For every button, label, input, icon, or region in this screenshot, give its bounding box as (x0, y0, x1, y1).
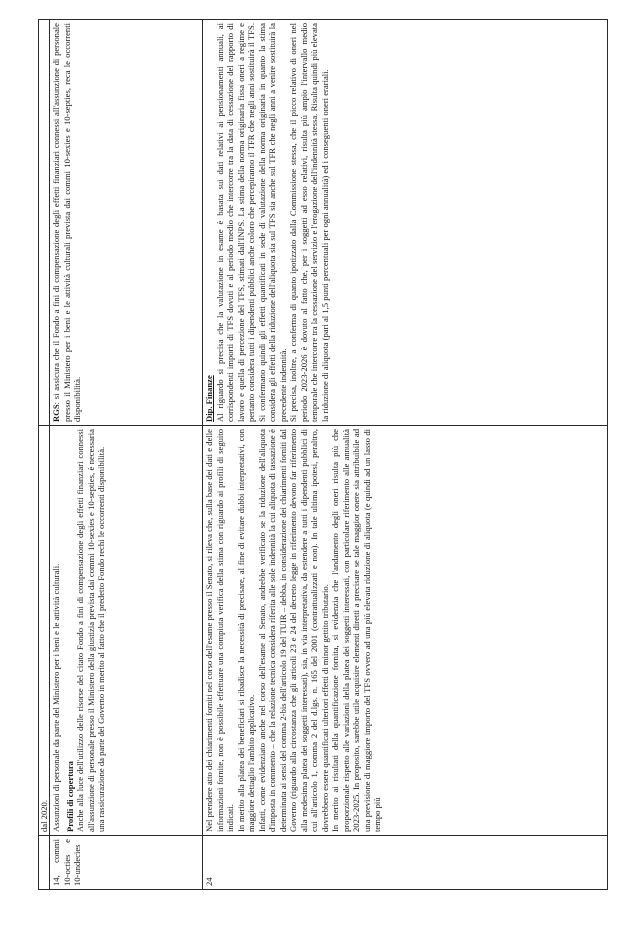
article-reference: 24 (204, 877, 215, 886)
issue-paragraph: Infatti, come evidenziato anche nel corso dell'esame al Senato, andrebbe verificato se la riduzione dell'aliquota d'imposta in commento – che la relazione tecnica considera riferita alle sole indennità la cui aliquota di tassazione è determinata ai sensi del comma 2-bis dell'articolo 19 del TUIR – debba, in considerazione dei chiarimenti forniti dal Governo (riguardo alla circostanza che gli articoli 23 e 24 del decreto legge in riferimento devono far riferimento alla medesima platea dei soggetti interessati), sia, in via interpretativa, da estendere a tutti i dipendenti pubblici di cui all'articolo 1, comma 2 del d.lgs. n. 165 del 2001 (contrattualizzati e non). In tale ultima ipotesi, peraltro, dovrebbero essere quantificati ulteriori effetti di minor gettito tributario. (256, 429, 330, 832)
reference-cell (203, 836, 608, 890)
response-paragraph: Al riguardo si precisa che la valutazione in esame è basata sui dati relativi ai pensionamenti annuali, ai corrispondenti importi di TFS dovuti e al periodo medio che intercorre tra la data di cessazione del rapporto di lavoro e quella di percezione del TFS, stimati dall'INPS. La stima della norma originaria fissa oneri a regime e pertanto considera tutti i dipendenti pubblici anche coloro che percepiranno il TFR che negli anni sostituirà il TFS. Si confermano quindi gli effetti quantificati in sede di valutazione della norma originaria in quanto la stima considera gli effetti della riduzione dell'aliquota sia sul TFS sia anche sul TFR che negli anni a venire sostituirà la precedente indennità. (214, 23, 288, 422)
issue-body: Anche alla luce dell'utilizzo delle risorse del citato Fondo a fini di compensazione degli effetti finanziari connessi all'assunzione di personale presso il Ministero della giustizia prevista dai commi 10-sexies e 10-septies, è necessaria una rassicurazione da parte del Governo in merito al fatto che il predetto Fondo rechi le occorrenti disponibilità. (75, 429, 107, 832)
issue-cell (203, 426, 608, 836)
respondent-label: RGS (51, 404, 62, 422)
article-reference: 14, commi 10-octies e 10-undecies (51, 839, 83, 886)
issue-cell: dal 2020. (39, 426, 50, 836)
response-paragraph: Si precisa, inoltre, a conferma di quanto ipotizzato dalla Commissione stessa, che il picco relativo di oneri nel periodo 2023-2026 è dovuto al fatto che, per i soggetti ad esso relativi, risulta più ampio l'intervallo medio temporale che intercorre tra la cessazione del servizio e l'erogazione dell'indennità stessa. Risulta quindi più elevata la riduzione di aliquota (pari al 1,5 punti percentuali per ogni annualità) ed i conseguenti oneri erariali. (288, 23, 330, 422)
issue-intro: Assunzioni di personale da parte del Ministero per i beni e le attività culturali. (51, 563, 62, 832)
response-text (51, 23, 82, 422)
table-row (50, 20, 203, 890)
response-cell (50, 20, 203, 426)
reference-cell (39, 836, 50, 890)
table-row (203, 20, 608, 890)
response-body: : si assicura che il Fondo a fini di compensazione degli effetti finanziari connessi all'assunzione di personale presso il Ministero per i beni e le attività culturali prevista dai commi 10-sexies e 10-septies, reca le occorrenti disponibilità. (51, 23, 83, 422)
response-cell (39, 20, 50, 426)
response-cell (203, 20, 608, 426)
issue-paragraph: Nel prendere atto dei chiarimenti forniti nel corso dell'esame presso il Senato, si rileva che, sulla base dei dati e delle informazioni fornite, non è possibile effettuare una compiuta verifica della stima con riguardo ai profili di seguito indicati. (204, 429, 236, 832)
table-row (39, 20, 50, 890)
issue-cell (50, 426, 203, 836)
respondent-label: Dip. Finanze (204, 375, 215, 422)
issue-paragraph: In merito ai risultati della quantificazione fornita, si evidenzia che l'andamento degli oneri risulta più che proporzionale rispetto alle variazioni della platea dei soggetti interessati, con particolare riferimento alle annualità 2023-2025. In proposito, sarebbe utile acquisire elementi diretti a precisare se tale maggior onere sia attribuibile ad una previsione di maggiore importo del TFS ovvero ad una più elevata riduzione di aliquota (e quindi ad un lasso di tempo più (330, 429, 383, 832)
reference-cell (50, 836, 203, 890)
document-table (38, 19, 608, 890)
issue-paragraph: In merito alla platea dei beneficiari si ribadisce la necessità di precisare, al fine di evitare dubbi interpretativi, con maggiore dettaglio l'ambito applicativo. (235, 429, 257, 832)
rotated-table-wrapper (38, 20, 608, 890)
section-heading: Profili di copertura (64, 761, 75, 832)
